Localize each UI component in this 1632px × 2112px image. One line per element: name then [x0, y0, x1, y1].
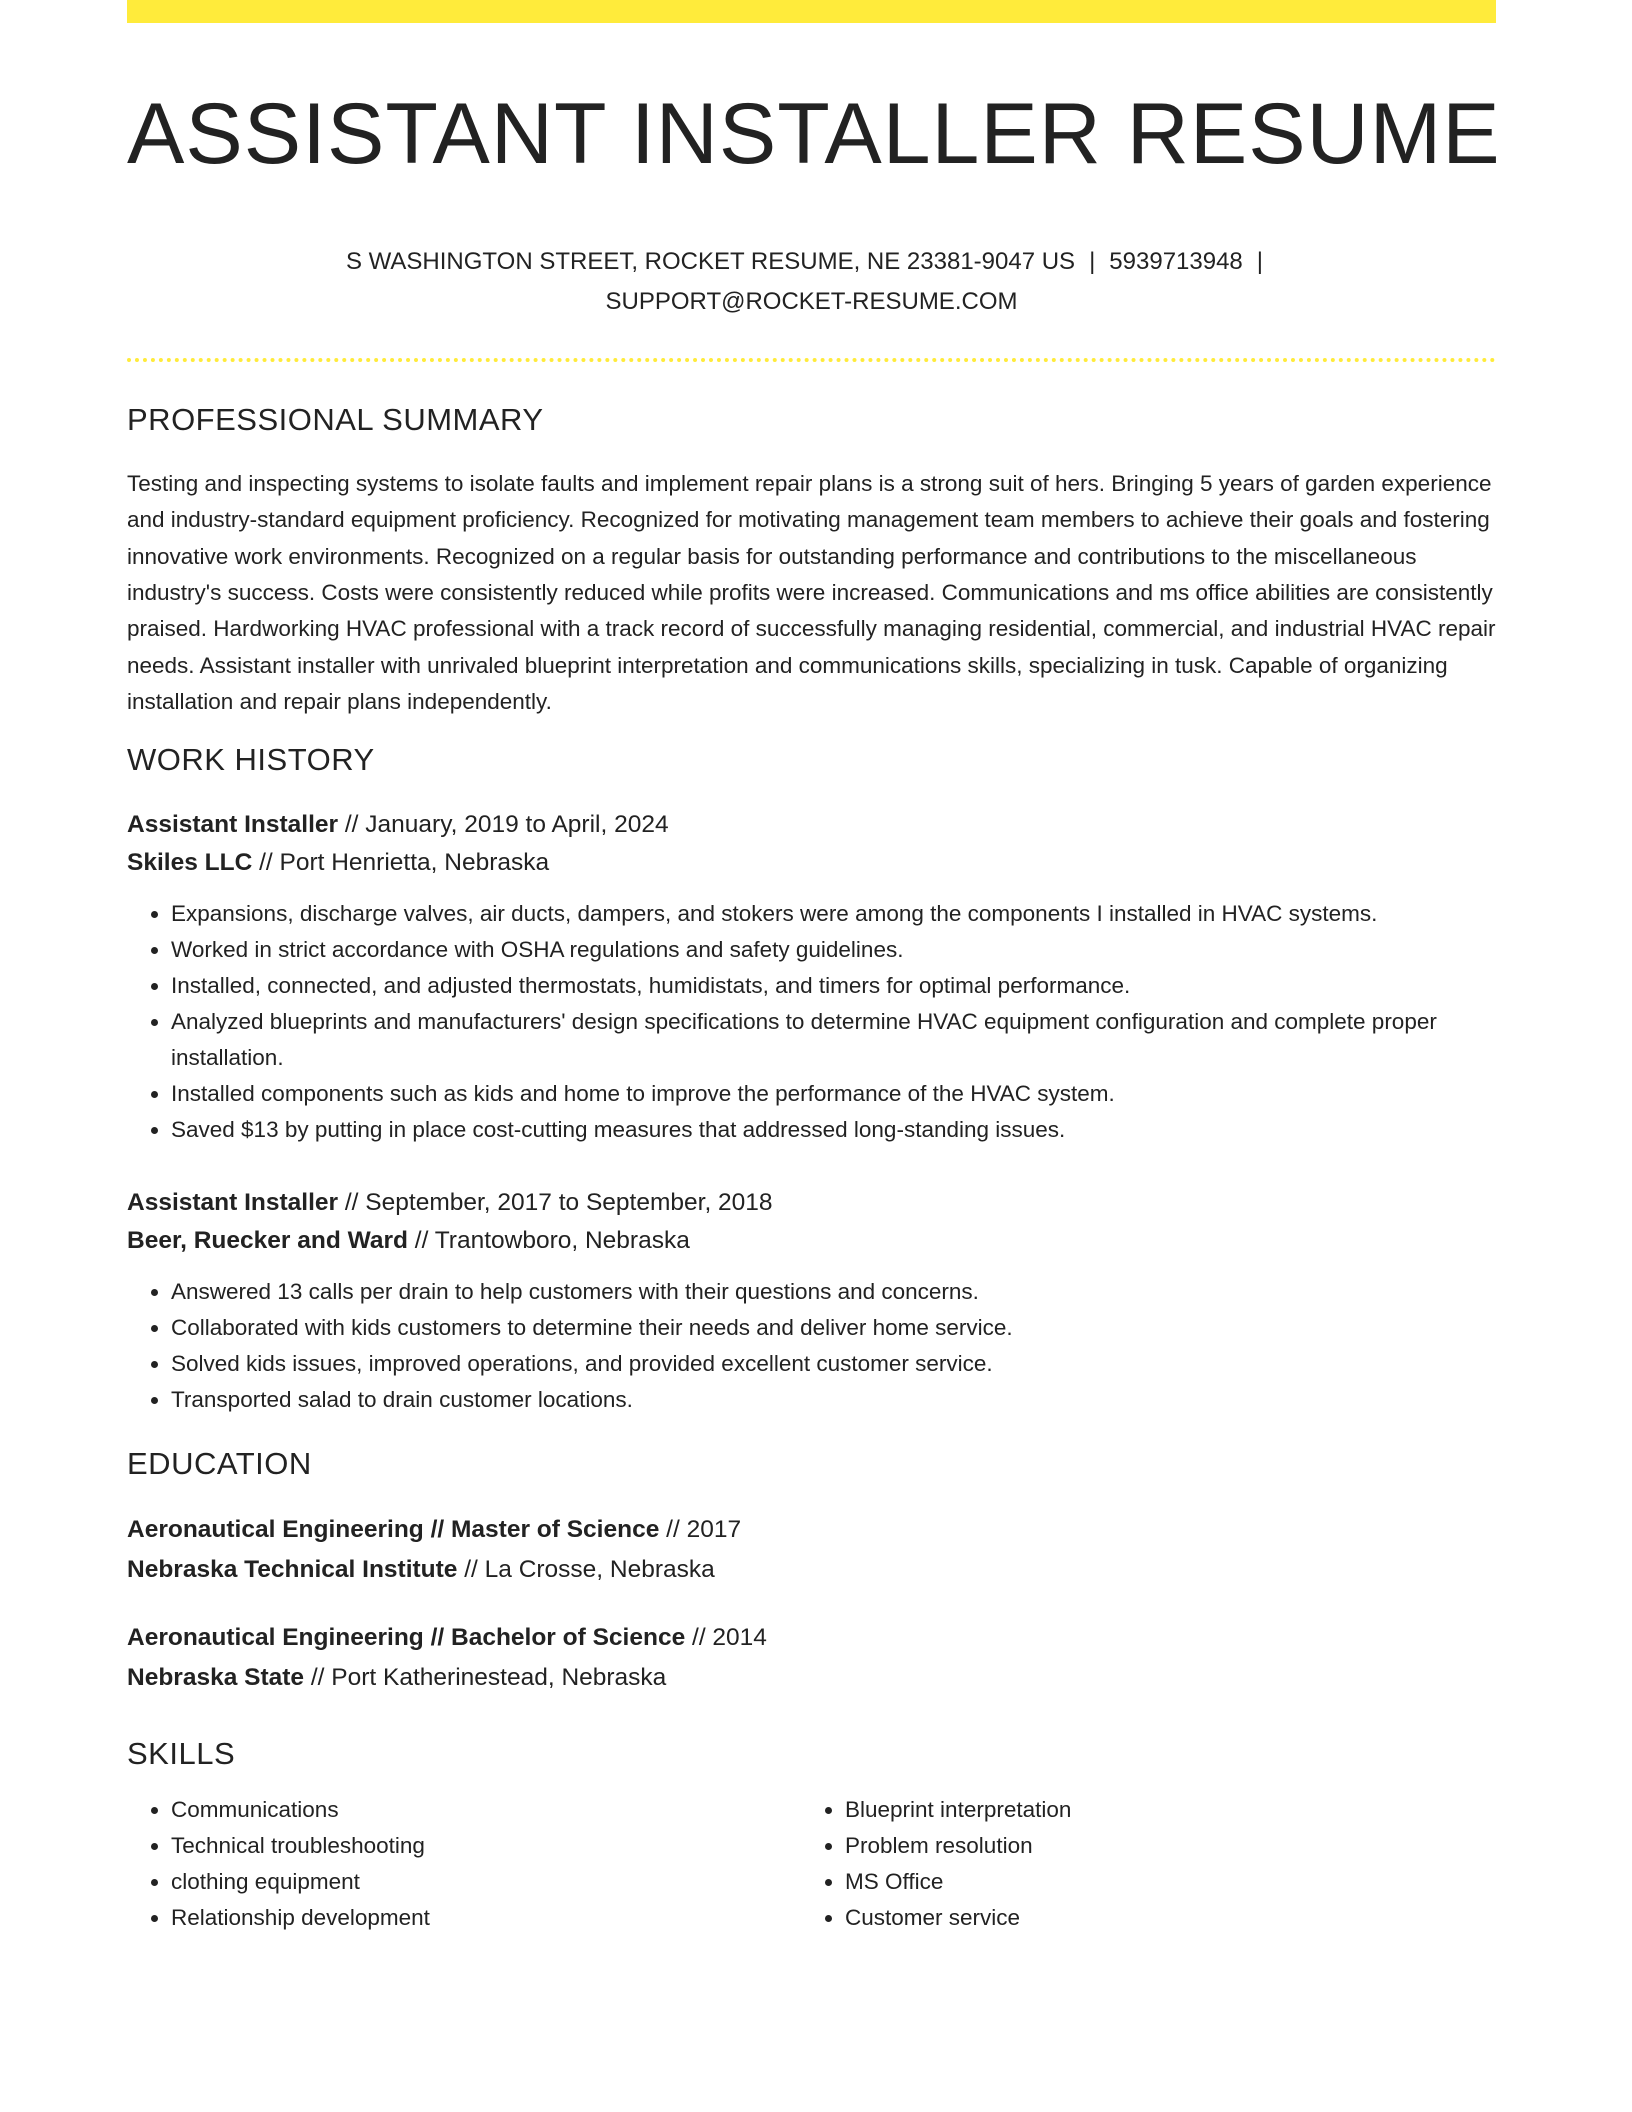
summary-text: Testing and inspecting systems to isolate faults and implement repair plans is a strong suit of hers. Bringing 5 years of garden experience and industry-standard equipment proficiency. Recognized for motivating management team members to achieve their goals and fostering innovative work environments. Recognized on a regular basis for outstanding performance and contributions to the miscellaneous industry's success. Costs were consistently reduced while profits were increased. Communications and ms office abilities are consistently praised. Hardworking HVAC professional with a track record of successfully managing residential, commercial, and industrial HVAC repair needs. Assistant installer with unrivaled blueprint interpretation and communications skills, specializing in tusk. Capable of organizing installation and repair plans independently.	[127, 471, 1496, 714]
resume-title: ASSISTANT INSTALLER RESUME	[127, 86, 1501, 182]
contact-email[interactable]: SUPPORT@ROCKET-RESUME.COM	[605, 288, 1018, 316]
education-degree-line	[127, 1618, 1496, 1658]
job-bullets	[127, 896, 1496, 1148]
education-heading: EDUCATION	[127, 1446, 312, 1482]
education-degree: Aeronautical Engineering // Bachelor of Science	[127, 1624, 686, 1652]
list-item: • Technical troubleshooting	[171, 1828, 801, 1864]
list-item: • clothing equipment	[171, 1864, 801, 1900]
education-entry	[127, 1618, 1496, 1698]
education-location: // Port Katherinestead, Nebraska	[304, 1664, 667, 1692]
education-degree: Aeronautical Engineering // Master of Science	[127, 1516, 660, 1544]
education-location: // La Crosse, Nebraska	[457, 1556, 715, 1584]
contact-address: S WASHINGTON STREET, ROCKET RESUME, NE 23381-9047 US	[345, 248, 1076, 276]
job-location: // Port Henrietta, Nebraska	[252, 849, 550, 877]
job-company: Beer, Ruecker and Ward	[127, 1227, 408, 1255]
list-item: • Relationship development	[171, 1900, 801, 1936]
list-item: • Transported salad to drain customer locations.	[171, 1382, 1496, 1418]
job-title: Assistant Installer	[127, 811, 339, 839]
list-item: • Collaborated with kids customers to determine their needs and deliver home service.	[171, 1310, 1496, 1346]
job-dates: // September, 2017 to September, 2018	[338, 1189, 773, 1217]
list-item: • Saved $13 by putting in place cost-cutting measures that addressed long-standing issues.	[171, 1112, 1496, 1148]
job-company: Skiles LLC	[127, 849, 253, 877]
education-school: Nebraska State	[127, 1664, 305, 1692]
skills-right-list	[801, 1792, 1475, 1936]
list-item: • Communications	[171, 1792, 801, 1828]
education-school: Nebraska Technical Institute	[127, 1556, 458, 1584]
job-entry	[127, 1184, 1496, 1418]
job-entry	[127, 806, 1496, 1148]
skills-heading: SKILLS	[127, 1736, 236, 1772]
job-title: Assistant Installer	[127, 1189, 339, 1217]
list-item: • Solved kids issues, improved operations, and provided excellent customer service.	[171, 1346, 1496, 1382]
contact-separator: |	[1256, 248, 1264, 276]
list-item: • Answered 13 calls per drain to help customers with their questions and concerns.	[171, 1274, 1496, 1310]
education-degree-line	[127, 1510, 1496, 1550]
list-item: • Installed, connected, and adjusted thermostats, humidistats, and timers for optimal performance.	[171, 968, 1496, 1004]
job-bullets	[127, 1274, 1496, 1418]
work-history-heading: WORK HISTORY	[127, 742, 375, 778]
skills-left-list	[127, 1792, 801, 1936]
list-item: • MS Office	[845, 1864, 1475, 1900]
contact-phone: 5939713948	[1109, 248, 1243, 276]
job-location: // Trantowboro, Nebraska	[407, 1227, 690, 1255]
education-entry	[127, 1510, 1496, 1590]
list-item: • Problem resolution	[845, 1828, 1475, 1864]
job-company-line	[127, 1222, 1496, 1260]
list-item: • Worked in strict accordance with OSHA regulations and safety guidelines.	[171, 932, 1496, 968]
list-item: • Expansions, discharge valves, air ducts, dampers, and stokers were among the components I installed in HVAC systems.	[171, 896, 1496, 932]
job-company-line	[127, 844, 1496, 882]
education-school-line	[127, 1658, 1496, 1698]
job-title-line	[127, 1184, 1496, 1222]
contact-separator: |	[1089, 248, 1096, 276]
skills-columns	[127, 1792, 1496, 1936]
dotted-divider	[127, 358, 1496, 362]
list-item: • Installed components such as kids and home to improve the performance of the HVAC system.	[171, 1076, 1496, 1112]
education-school-line	[127, 1550, 1496, 1590]
list-item: • Blueprint interpretation	[845, 1792, 1475, 1828]
job-title-line	[127, 806, 1496, 844]
accent-top-bar	[127, 0, 1496, 23]
education-year: // 2017	[659, 1516, 742, 1544]
education-year: // 2014	[685, 1624, 767, 1652]
resume-page	[127, 0, 1501, 1936]
list-item: • Customer service	[845, 1900, 1475, 1936]
job-dates: // January, 2019 to April, 2024	[338, 811, 669, 839]
summary-heading: PROFESSIONAL SUMMARY	[127, 402, 544, 438]
contact-info	[127, 242, 1496, 322]
list-item: • Analyzed blueprints and manufacturers' design specifications to determine HVAC equipment configuration and complete proper installation.	[171, 1004, 1496, 1076]
